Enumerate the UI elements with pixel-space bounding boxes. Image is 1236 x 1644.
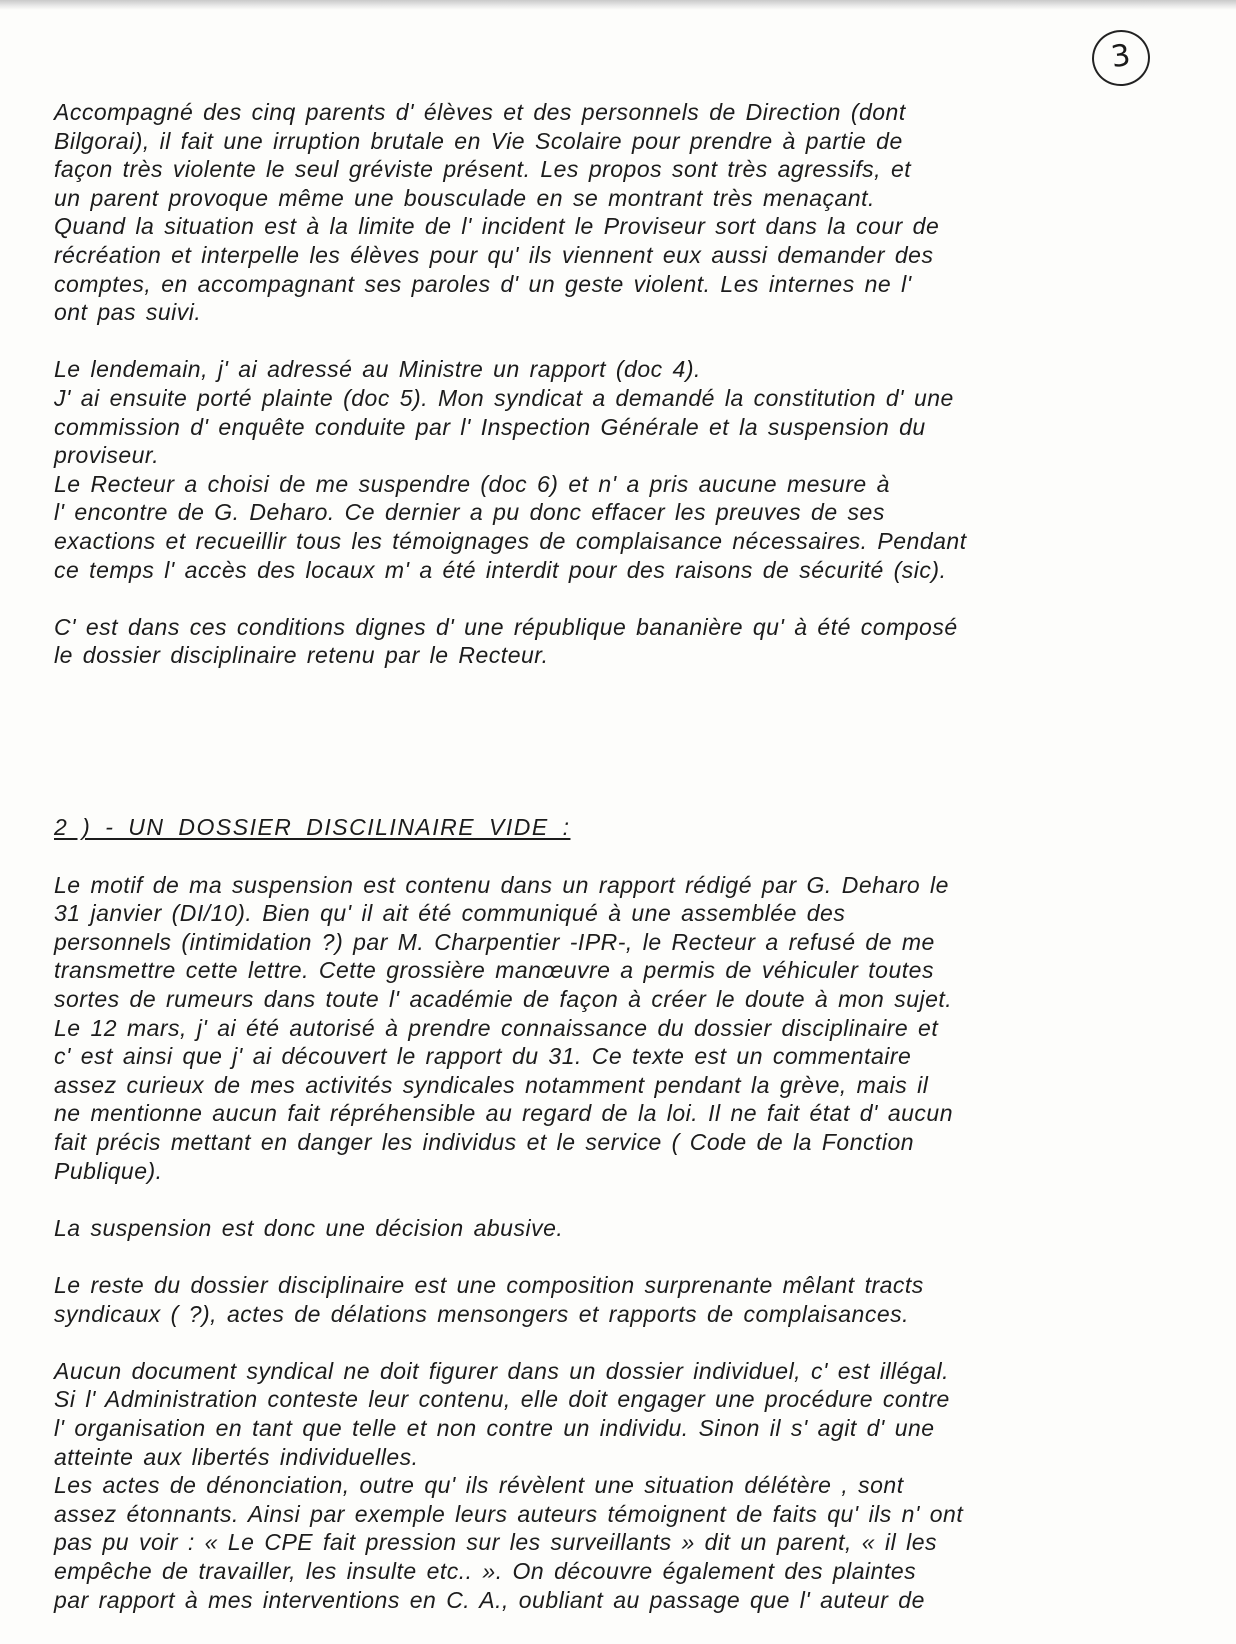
- text-line: l' encontre de G. Deharo. Ce dernier a pu donc effacer les preuves de ses: [54, 499, 885, 526]
- text-line: personnels (intimidation ?) par M. Charpentier -IPR-, le Recteur a refusé de me: [54, 928, 935, 955]
- text-line: syndicaux ( ?), actes de délations mensongers et rapports de complaisances.: [54, 1300, 910, 1327]
- text-line: Le motif de ma suspension est contenu dans un rapport rédigé par G. Deharo le: [54, 871, 949, 898]
- paragraph-conditions: [54, 613, 1128, 670]
- text-line: Le Recteur a choisi de me suspendre (doc 6) et n' a pris aucune mesure à: [54, 470, 890, 497]
- text-line: Le reste du dossier disciplinaire est une composition surprenante mêlant tracts: [54, 1271, 924, 1298]
- text-line: Quand la situation est à la limite de l' incident le Proviseur sort dans la cour de: [54, 213, 940, 240]
- text-line: fait précis mettant en danger les individus et le service ( Code de la Fonction: [54, 1129, 915, 1155]
- paragraph-syndical: [54, 1357, 1128, 1471]
- text-line: Le lendemain, j' ai adressé au Ministre un rapport (doc 4).: [54, 356, 701, 383]
- text-line: assez étonnants. Ainsi par exemple leurs auteurs témoignent de faits qu' ils n' ont: [54, 1500, 964, 1527]
- text-line: comptes, en accompagnant ses paroles d' un geste violent. Les internes ne l': [54, 270, 912, 297]
- text-line: pas pu voir : « Le CPE fait pression sur les surveillants » dit un parent, « il les: [54, 1529, 938, 1556]
- text-line: proviseur.: [54, 442, 160, 469]
- text-line: La suspension est donc une décision abusive.: [54, 1214, 564, 1241]
- text-line: assez curieux de mes activités syndicales notamment pendant la grève, mais il: [54, 1071, 929, 1098]
- text-line: ce temps l' accès des locaux m' a été interdit pour des raisons de sécurité (sic).: [54, 556, 947, 583]
- page-number: 3: [1088, 26, 1153, 90]
- paragraph-suspension: [54, 470, 1128, 584]
- text-line: C' est dans ces conditions dignes d' une république bananière qu' à été composé: [54, 613, 958, 640]
- text-line: par rapport à mes interventions en C. A., oubliant au passage que l' auteur de: [54, 1586, 925, 1613]
- text-line: J' ai ensuite porté plainte (doc 5). Mon syndicat a demandé la constitution d' une: [54, 384, 954, 411]
- text-line: un parent provoque même une bousculade en se montrant très menaçant.: [54, 184, 875, 211]
- text-line: exactions et recueillir tous les témoignages de complaisance nécessaires. Pendant: [54, 527, 967, 554]
- text-line: atteinte aux libertés individuelles.: [54, 1443, 419, 1470]
- text-line: Le 12 mars, j' ai été autorisé à prendre connaissance du dossier disciplinaire et: [54, 1014, 939, 1041]
- text-line: façon très violente le seul gréviste présent. Les propos sont très agressifs, et: [54, 156, 912, 183]
- text-line: Bilgorai), il fait une irruption brutale en Vie Scolaire pour prendre à partie de: [54, 127, 903, 154]
- text-line: sortes de rumeurs dans toute l' académie de façon à créer le doute à mon sujet.: [54, 986, 953, 1013]
- text-line: Les actes de dénonciation, outre qu' ils révèlent une situation délétère , sont: [54, 1472, 904, 1499]
- text-line: Aucun document syndical ne doit figurer dans un dossier individuel, c' est illégal.: [54, 1357, 950, 1384]
- paragraph-rapport: [54, 355, 1128, 384]
- text-line: Si l' Administration conteste leur contenu, elle doit engager une procédure contre: [54, 1386, 950, 1413]
- document-body: [54, 98, 1128, 1614]
- paragraph-plainte: [54, 384, 1128, 470]
- text-line: Publique).: [54, 1157, 163, 1184]
- scan-edge: [0, 0, 1236, 10]
- text-line: 31 janvier (DI/10). Bien qu' il ait été communiqué à une assemblée des: [54, 900, 846, 927]
- text-line: ne mentionne aucun fait répréhensible au regard de la loi. Il ne fait état d' aucun: [54, 1100, 953, 1127]
- text-line: ont pas suivi.: [54, 299, 202, 326]
- text-line: transmettre cette lettre. Cette grossière manœuvre a permis de véhiculer toutes: [54, 957, 934, 984]
- text-line: commission d' enquête conduite par l' Inspection Générale et la suspension du: [54, 413, 926, 440]
- paragraph-motif: [54, 871, 1128, 1186]
- paragraph-irruption: [54, 98, 1128, 327]
- section-heading: 2 ) - UN DOSSIER DISCILINAIRE VIDE :: [54, 814, 571, 841]
- text-line: récréation et interpelle les élèves pour qu' ils viennent eux aussi demander des: [54, 241, 934, 268]
- section-spacer: [54, 698, 1128, 813]
- text-line: Accompagné des cinq parents d' élèves et des personnels de Direction (dont: [54, 99, 906, 125]
- paragraph-decision: [54, 1214, 1128, 1243]
- text-line: le dossier disciplinaire retenu par le Recteur.: [54, 642, 549, 669]
- text-line: c' est ainsi que j' ai découvert le rapport du 31. Ce texte est un commentaire: [54, 1043, 912, 1070]
- paragraph-denonciation: [54, 1471, 1128, 1614]
- paragraph-composition: [54, 1271, 1128, 1328]
- text-line: empêche de travailler, les insulte etc.. ». On découvre également des plaintes: [54, 1557, 917, 1584]
- text-line: l' organisation en tant que telle et non contre un individu. Sinon il s' agit d' une: [54, 1414, 935, 1441]
